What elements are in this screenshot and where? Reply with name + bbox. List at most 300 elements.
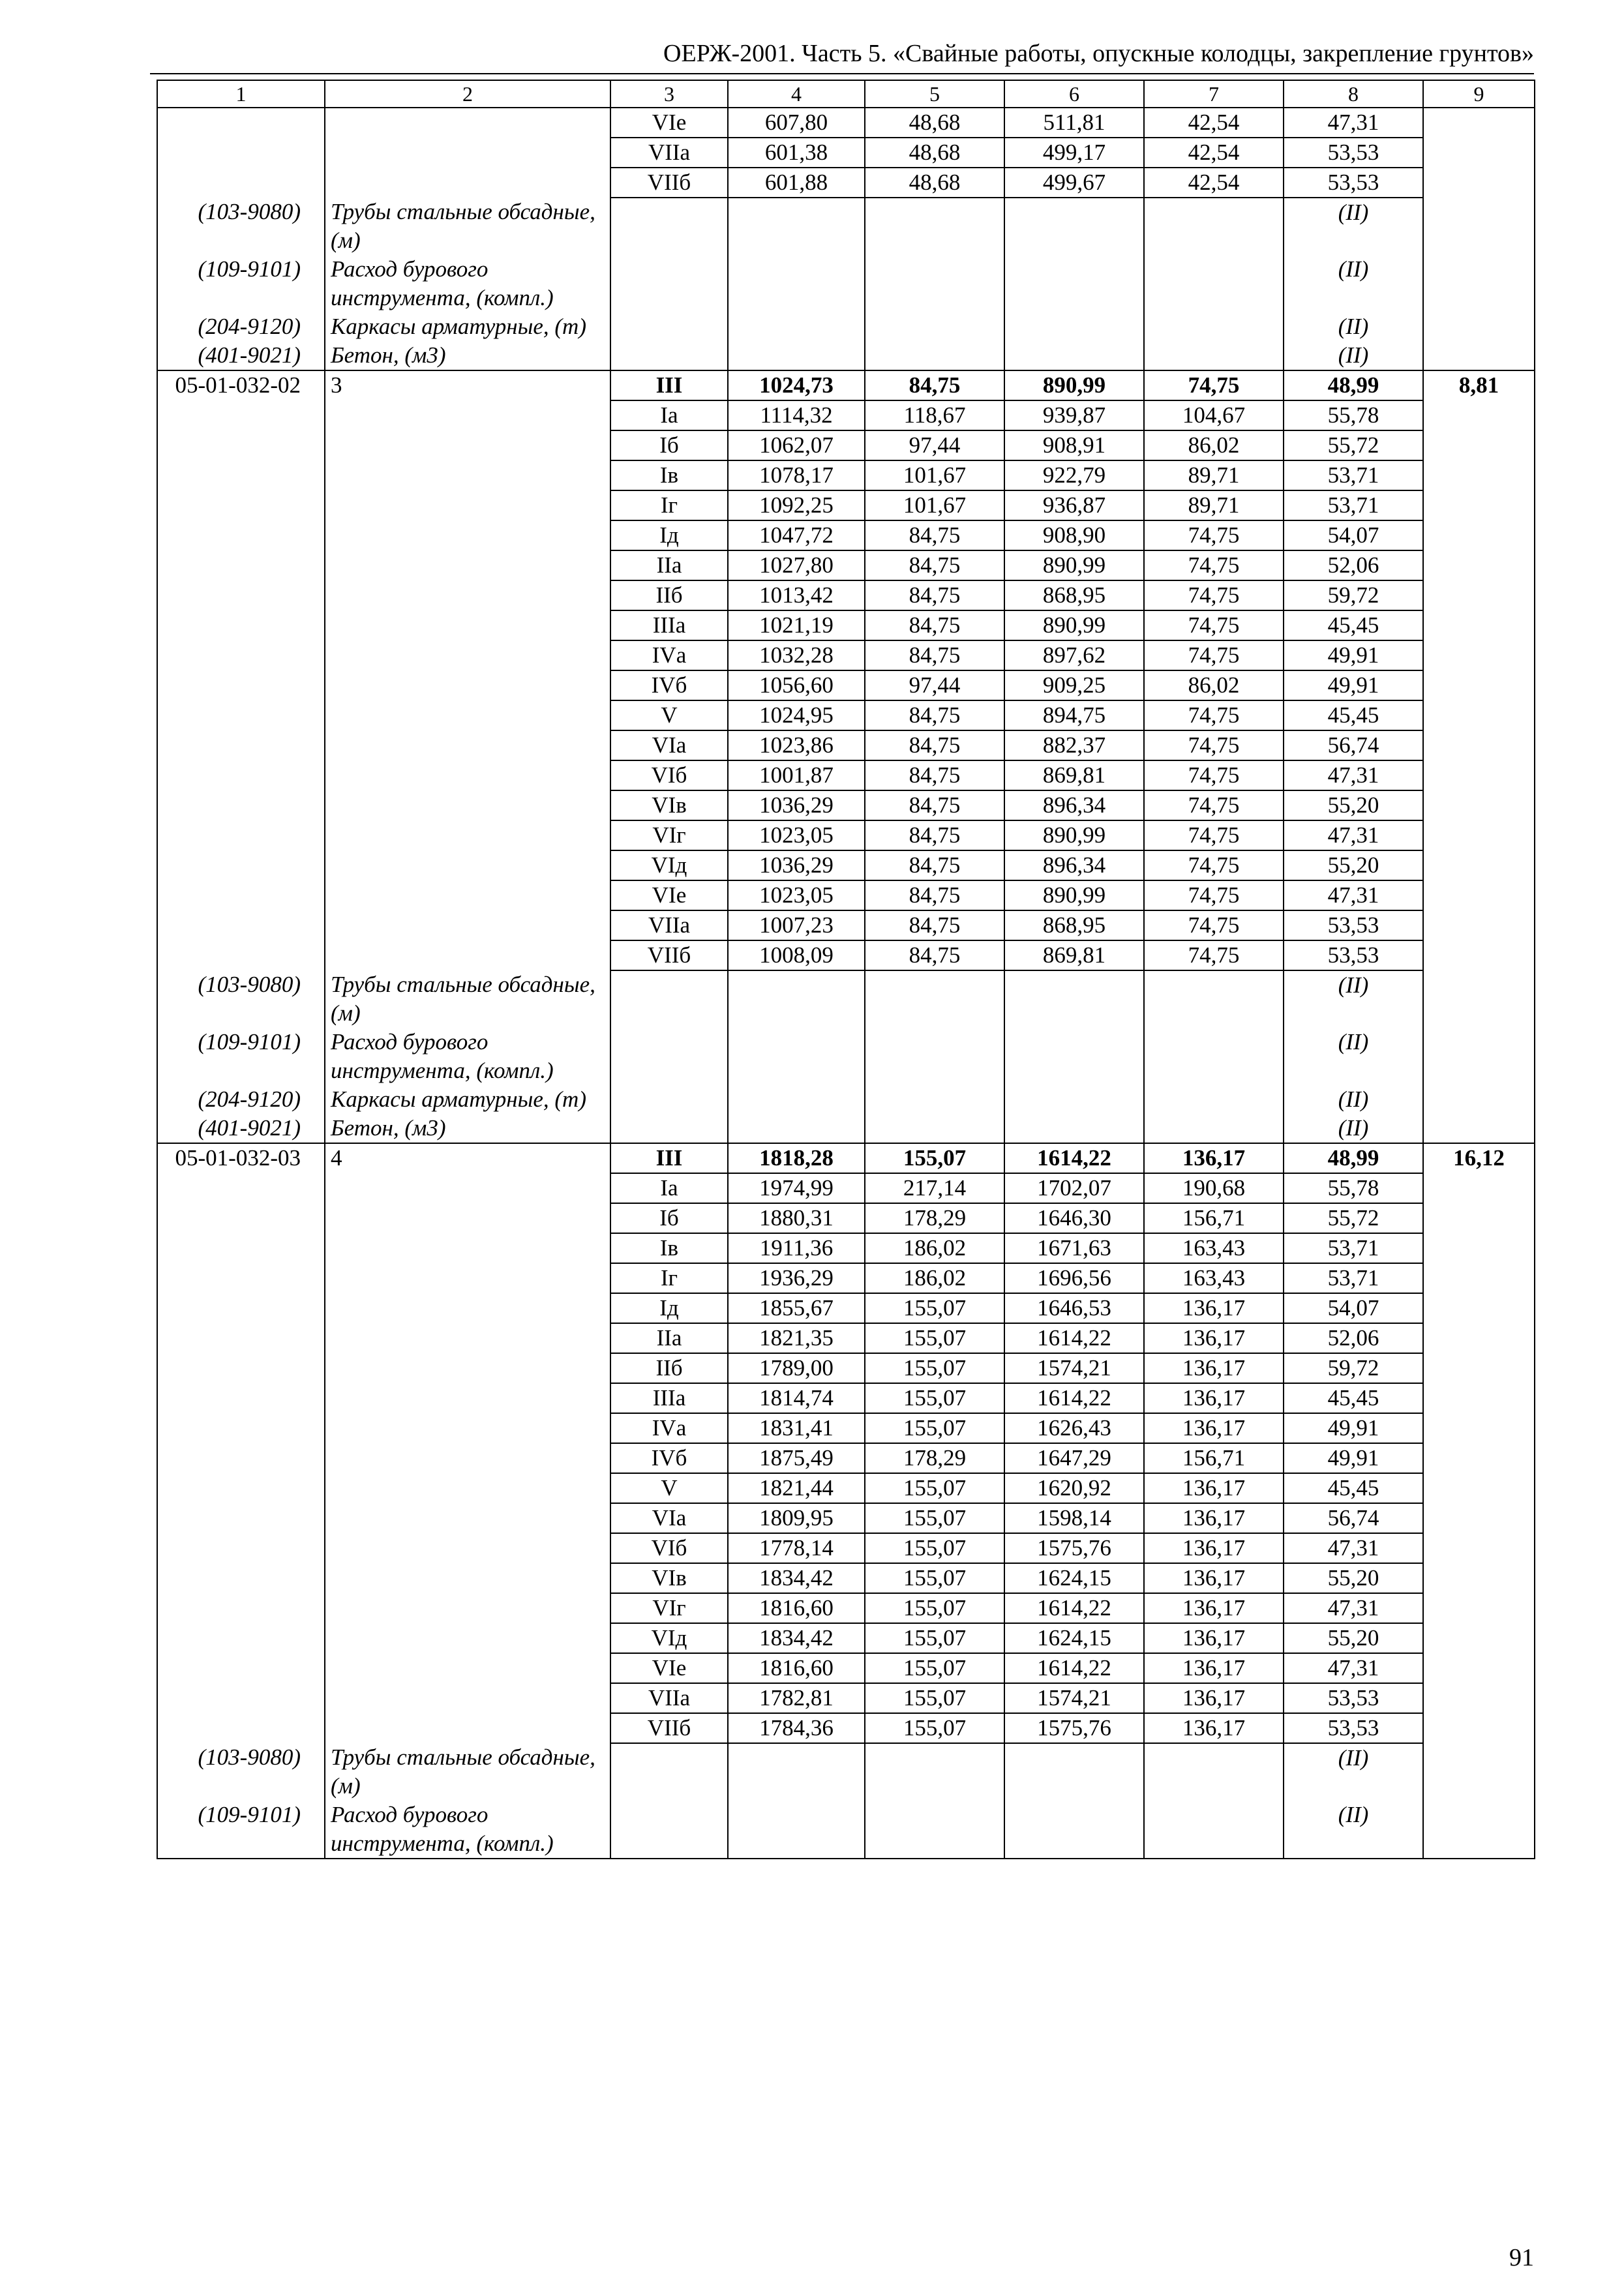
zone-cell: IVб [610,1443,728,1473]
labor-cell [1423,1293,1535,1323]
table-row [157,1293,1535,1323]
resource-class: (II) [1284,1801,1423,1859]
total-cost-cell: 1078,17 [728,460,865,490]
total-cost-cell: 601,88 [728,168,865,198]
total-cost-cell: 1007,23 [728,910,865,940]
machinist-wages-cell: 74,75 [1144,580,1284,610]
machinist-wages-cell: 136,17 [1144,1293,1284,1323]
table-row [157,400,1535,430]
machinist-wages-cell: 86,02 [1144,430,1284,460]
machines-cell: 908,91 [1004,430,1144,460]
zone-cell: VIIб [610,1713,728,1743]
machinist-wages-cell: 136,17 [1144,1353,1284,1383]
zone-cell: IIб [610,1353,728,1383]
total-cost-cell: 1911,36 [728,1233,865,1263]
machines-cell: 1647,29 [1004,1443,1144,1473]
labor-cell [1423,168,1535,198]
labor-cell [1423,760,1535,790]
rate-code-cell: 05-01-032-03 [157,1143,325,1173]
rate-number-cell [325,1593,610,1623]
column-number: 7 [1144,80,1284,108]
table-row [157,1353,1535,1383]
empty-cell [1423,312,1535,341]
wages-cell: 118,67 [865,400,1004,430]
total-cost-cell: 1024,95 [728,700,865,730]
materials-cell: 53,53 [1284,1683,1423,1713]
empty-cell [728,1114,865,1143]
empty-cell [1423,1028,1535,1085]
machinist-wages-cell: 190,68 [1144,1173,1284,1203]
rate-code-cell [157,550,325,580]
materials-cell: 47,31 [1284,1593,1423,1623]
zone-cell: VIIа [610,1683,728,1713]
wages-cell: 155,07 [865,1293,1004,1323]
column-number: 1 [157,80,325,108]
rate-number-cell [325,168,610,198]
empty-cell [728,1801,865,1859]
rate-code-cell [157,580,325,610]
rate-number-cell [325,520,610,550]
zone-cell: Iа [610,1173,728,1203]
zone-cell: Iв [610,460,728,490]
total-cost-cell: 1008,09 [728,940,865,970]
wages-cell: 97,44 [865,430,1004,460]
zone-cell: VIд [610,1623,728,1653]
materials-cell: 55,20 [1284,1623,1423,1653]
resource-code: (204-9120) [157,312,325,341]
rate-number-cell [325,910,610,940]
labor-cell [1423,1623,1535,1653]
zone-cell: IIа [610,550,728,580]
table-row [157,1383,1535,1413]
machines-cell: 894,75 [1004,700,1144,730]
machinist-wages-cell: 86,02 [1144,670,1284,700]
table-row [157,670,1535,700]
labor-cell [1423,108,1535,138]
rate-code-cell [157,1443,325,1473]
table-row [157,520,1535,550]
rate-number-cell [325,1263,610,1293]
labor-cell [1423,610,1535,640]
empty-cell [728,198,865,255]
wages-cell: 155,07 [865,1683,1004,1713]
zone-cell: Iг [610,490,728,520]
labor-cell [1423,1593,1535,1623]
rate-code-cell [157,1263,325,1293]
materials-cell: 48,99 [1284,1143,1423,1173]
wages-cell: 155,07 [865,1473,1004,1503]
materials-cell: 53,71 [1284,490,1423,520]
empty-cell [728,970,865,1028]
table-row [157,430,1535,460]
wages-cell: 84,75 [865,850,1004,880]
machines-cell: 1598,14 [1004,1503,1144,1533]
machinist-wages-cell: 74,75 [1144,730,1284,760]
rate-code-cell [157,910,325,940]
labor-cell: 8,81 [1423,370,1535,400]
zone-cell: VIIб [610,168,728,198]
labor-cell [1423,1653,1535,1683]
materials-cell: 55,72 [1284,1203,1423,1233]
machines-cell: 1626,43 [1004,1413,1144,1443]
materials-cell: 56,74 [1284,730,1423,760]
rate-number-cell [325,700,610,730]
total-cost-cell: 607,80 [728,108,865,138]
empty-cell [1004,255,1144,312]
rate-number-cell [325,1713,610,1743]
rate-code-cell [157,1413,325,1443]
labor-cell [1423,640,1535,670]
machinist-wages-cell: 136,17 [1144,1473,1284,1503]
empty-cell [865,970,1004,1028]
total-cost-cell: 1023,05 [728,820,865,850]
machinist-wages-cell: 136,17 [1144,1563,1284,1593]
machinist-wages-cell: 136,17 [1144,1383,1284,1413]
rate-number-cell [325,430,610,460]
total-cost-cell: 1834,42 [728,1563,865,1593]
table-row [157,370,1535,400]
materials-cell: 53,53 [1284,910,1423,940]
rate-number-cell [325,1683,610,1713]
machinist-wages-cell: 74,75 [1144,790,1284,820]
machinist-wages-cell: 136,17 [1144,1713,1284,1743]
rate-code-cell [157,520,325,550]
materials-cell: 47,31 [1284,1533,1423,1563]
total-cost-cell: 1831,41 [728,1413,865,1443]
machinist-wages-cell: 74,75 [1144,760,1284,790]
labor-cell [1423,580,1535,610]
machines-cell: 922,79 [1004,460,1144,490]
wages-cell: 84,75 [865,880,1004,910]
empty-cell [1144,970,1284,1028]
zone-cell: III [610,1143,728,1173]
rate-number-cell [325,850,610,880]
rate-number-cell [325,1623,610,1653]
machinist-wages-cell: 104,67 [1144,400,1284,430]
empty-cell [1423,1114,1535,1143]
total-cost-cell: 1021,19 [728,610,865,640]
wages-cell: 155,07 [865,1563,1004,1593]
total-cost-cell: 1092,25 [728,490,865,520]
total-cost-cell: 1062,07 [728,430,865,460]
resource-class: (II) [1284,1743,1423,1801]
empty-cell [865,1743,1004,1801]
machinist-wages-cell: 74,75 [1144,940,1284,970]
resource-row [157,255,1535,312]
machinist-wages-cell: 74,75 [1144,370,1284,400]
labor-cell [1423,1353,1535,1383]
total-cost-cell: 1047,72 [728,520,865,550]
resource-row [157,970,1535,1028]
total-cost-cell: 1816,60 [728,1593,865,1623]
empty-cell [1004,1085,1144,1114]
total-cost-cell: 1784,36 [728,1713,865,1743]
machinist-wages-cell: 136,17 [1144,1593,1284,1623]
labor-cell [1423,700,1535,730]
rate-number-cell [325,820,610,850]
total-cost-cell: 1023,86 [728,730,865,760]
empty-cell [728,255,865,312]
resource-code: (109-9101) [157,255,325,312]
wages-cell: 178,29 [865,1443,1004,1473]
empty-cell [865,198,1004,255]
machines-cell: 908,90 [1004,520,1144,550]
labor-cell [1423,730,1535,760]
total-cost-cell: 1834,42 [728,1623,865,1653]
empty-cell [610,255,728,312]
materials-cell: 53,71 [1284,1263,1423,1293]
rate-number-cell [325,108,610,138]
rate-code-cell [157,790,325,820]
machinist-wages-cell: 74,75 [1144,910,1284,940]
labor-cell [1423,820,1535,850]
machines-cell: 869,81 [1004,760,1144,790]
wages-cell: 84,75 [865,640,1004,670]
total-cost-cell: 1013,42 [728,580,865,610]
rate-number-cell [325,1503,610,1533]
materials-cell: 45,45 [1284,700,1423,730]
machines-cell: 1574,21 [1004,1683,1144,1713]
rate-code-cell [157,730,325,760]
rate-number-cell: 4 [325,1143,610,1173]
empty-cell [610,1114,728,1143]
table-row [157,1263,1535,1293]
empty-cell [1423,970,1535,1028]
total-cost-cell: 1001,87 [728,760,865,790]
wages-cell: 97,44 [865,670,1004,700]
zone-cell: VIб [610,1533,728,1563]
resource-row [157,1743,1535,1801]
resource-code: (103-9080) [157,970,325,1028]
materials-cell: 49,91 [1284,1443,1423,1473]
table-row [157,1443,1535,1473]
resource-class: (II) [1284,1114,1423,1143]
rate-code-cell [157,1473,325,1503]
zone-cell: VIб [610,760,728,790]
wages-cell: 48,68 [865,168,1004,198]
rate-number-cell [325,400,610,430]
zone-cell: VIе [610,880,728,910]
zone-cell: IIIа [610,610,728,640]
machines-cell: 890,99 [1004,880,1144,910]
zone-cell: Iб [610,1203,728,1233]
zone-cell: VIе [610,108,728,138]
zone-cell: IVб [610,670,728,700]
resource-name: Бетон, (м3) [325,341,610,370]
resource-row [157,312,1535,341]
materials-cell: 59,72 [1284,580,1423,610]
rate-number-cell [325,1653,610,1683]
rate-code-cell [157,760,325,790]
labor-cell [1423,670,1535,700]
total-cost-cell: 1818,28 [728,1143,865,1173]
labor-cell [1423,1203,1535,1233]
machines-cell: 1646,30 [1004,1203,1144,1233]
zone-cell: VIIа [610,910,728,940]
rate-number-cell [325,1563,610,1593]
table-row [157,1623,1535,1653]
wages-cell: 84,75 [865,730,1004,760]
zone-cell: Iг [610,1263,728,1293]
machines-cell: 1614,22 [1004,1323,1144,1353]
wages-cell: 186,02 [865,1233,1004,1263]
zone-cell: VIа [610,730,728,760]
total-cost-cell: 1027,80 [728,550,865,580]
total-cost-cell: 1821,44 [728,1473,865,1503]
zone-cell: V [610,700,728,730]
total-cost-cell: 1821,35 [728,1323,865,1353]
zone-cell: VIIб [610,940,728,970]
zone-cell: Iд [610,520,728,550]
column-number: 2 [325,80,610,108]
resource-name: Каркасы арматурные, (т) [325,1085,610,1114]
table-row [157,1683,1535,1713]
table-row [157,760,1535,790]
machines-cell: 1614,22 [1004,1653,1144,1683]
total-cost-cell: 1782,81 [728,1683,865,1713]
rate-number-cell [325,1383,610,1413]
rate-code-cell [157,1293,325,1323]
table-row [157,1653,1535,1683]
total-cost-cell: 1855,67 [728,1293,865,1323]
resource-row [157,1801,1535,1859]
empty-cell [728,1743,865,1801]
wages-cell: 217,14 [865,1173,1004,1203]
zone-cell: VIг [610,820,728,850]
resource-code: (103-9080) [157,198,325,255]
empty-cell [1144,1028,1284,1085]
wages-cell: 155,07 [865,1143,1004,1173]
materials-cell: 56,74 [1284,1503,1423,1533]
materials-cell: 53,53 [1284,1713,1423,1743]
materials-cell: 55,78 [1284,1173,1423,1203]
empty-cell [1004,312,1144,341]
rate-code-cell [157,1563,325,1593]
rate-code-cell [157,850,325,880]
materials-cell: 52,06 [1284,1323,1423,1353]
machines-cell: 499,17 [1004,138,1144,168]
table-row [157,460,1535,490]
machines-cell: 511,81 [1004,108,1144,138]
machines-cell: 1574,21 [1004,1353,1144,1383]
labor-cell [1423,910,1535,940]
resource-name: Расход бурового инструмента, (компл.) [325,255,610,312]
empty-cell [1144,198,1284,255]
wages-cell: 84,75 [865,610,1004,640]
rate-code-cell [157,1683,325,1713]
rate-number-cell [325,760,610,790]
machinist-wages-cell: 136,17 [1144,1143,1284,1173]
machinist-wages-cell: 136,17 [1144,1683,1284,1713]
resource-name: Каркасы арматурные, (т) [325,312,610,341]
machinist-wages-cell: 136,17 [1144,1503,1284,1533]
resource-row [157,1114,1535,1143]
rate-code-cell [157,1503,325,1533]
column-number: 8 [1284,80,1423,108]
wages-cell: 48,68 [865,108,1004,138]
labor-cell [1423,430,1535,460]
zone-cell: VIIа [610,138,728,168]
empty-cell [610,1028,728,1085]
empty-cell [1144,1801,1284,1859]
total-cost-cell: 1024,73 [728,370,865,400]
resource-code: (103-9080) [157,1743,325,1801]
machines-cell: 499,67 [1004,168,1144,198]
wages-cell: 84,75 [865,580,1004,610]
zone-cell: Iб [610,430,728,460]
rate-number-cell [325,670,610,700]
machines-cell: 869,81 [1004,940,1144,970]
labor-cell [1423,1533,1535,1563]
table-body [157,80,1535,1859]
wages-cell: 155,07 [865,1353,1004,1383]
machinist-wages-cell: 136,17 [1144,1623,1284,1653]
table-row [157,880,1535,910]
rate-number-cell [325,730,610,760]
machinist-wages-cell: 74,75 [1144,880,1284,910]
zone-cell: IIб [610,580,728,610]
empty-cell [865,341,1004,370]
materials-cell: 55,20 [1284,850,1423,880]
machines-cell: 1614,22 [1004,1383,1144,1413]
machines-cell: 939,87 [1004,400,1144,430]
empty-cell [1423,341,1535,370]
materials-cell: 52,06 [1284,550,1423,580]
rate-number-cell [325,580,610,610]
rate-number-cell [325,1293,610,1323]
resource-code: (109-9101) [157,1028,325,1085]
machines-cell: 1620,92 [1004,1473,1144,1503]
materials-cell: 53,53 [1284,940,1423,970]
empty-cell [1144,1743,1284,1801]
zone-cell: III [610,370,728,400]
empty-cell [728,312,865,341]
resource-code: (204-9120) [157,1085,325,1114]
machinist-wages-cell: 42,54 [1144,138,1284,168]
wages-cell: 101,67 [865,460,1004,490]
machines-cell: 890,99 [1004,550,1144,580]
table-row [157,1473,1535,1503]
rate-number-cell [325,490,610,520]
resource-name: Трубы стальные обсадные, (м) [325,970,610,1028]
resource-name: Расход бурового инструмента, (компл.) [325,1801,610,1859]
labor-cell [1423,1683,1535,1713]
machines-cell: 868,95 [1004,910,1144,940]
empty-cell [1423,198,1535,255]
empty-cell [1144,1085,1284,1114]
machines-cell: 868,95 [1004,580,1144,610]
materials-cell: 54,07 [1284,520,1423,550]
machines-cell: 882,37 [1004,730,1144,760]
wages-cell: 84,75 [865,790,1004,820]
zone-cell: Iд [610,1293,728,1323]
rate-code-cell [157,1593,325,1623]
empty-cell [1004,1114,1144,1143]
resource-class: (II) [1284,341,1423,370]
empty-cell [865,1028,1004,1085]
labor-cell [1423,1443,1535,1473]
total-cost-cell: 1778,14 [728,1533,865,1563]
wages-cell: 155,07 [865,1383,1004,1413]
rate-code-cell [157,940,325,970]
wages-cell: 48,68 [865,138,1004,168]
table-row [157,1713,1535,1743]
zone-cell: VIв [610,1563,728,1593]
machines-cell: 1671,63 [1004,1233,1144,1263]
zone-cell: IIIа [610,1383,728,1413]
wages-cell: 155,07 [865,1323,1004,1353]
labor-cell [1423,1323,1535,1353]
